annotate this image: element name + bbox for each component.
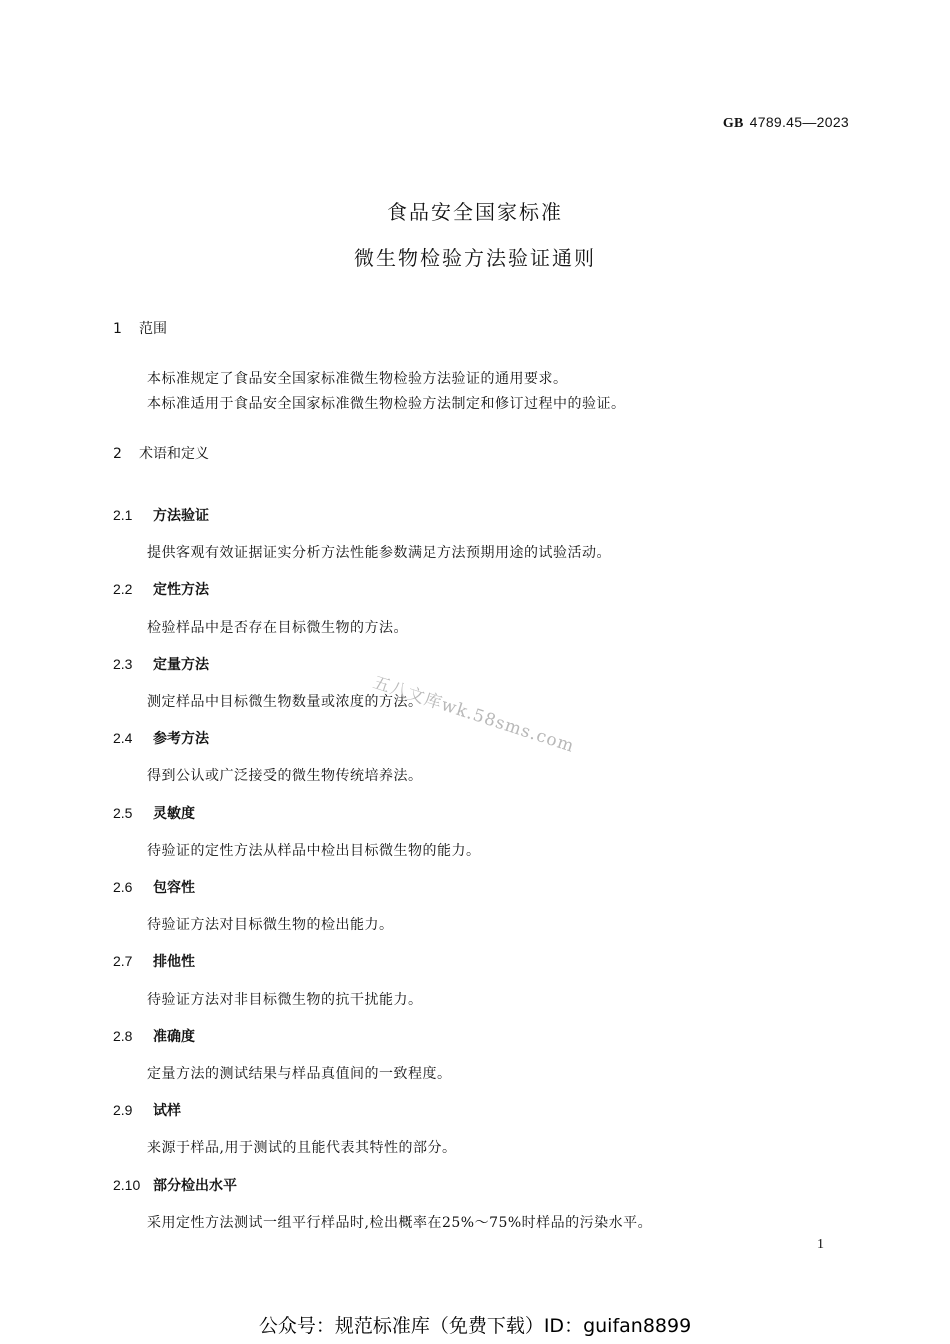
term-heading — [113, 579, 209, 599]
term-definition: 待验证方法对目标微生物的检出能力。 — [147, 917, 394, 933]
term-heading — [113, 803, 195, 823]
page-number: 1 — [817, 1237, 824, 1252]
scope-paragraph: 本标准适用于食品安全国家标准微生物检验方法制定和修订过程中的验证。 — [147, 396, 626, 412]
term-title: 试样 — [153, 1103, 181, 1119]
term-definition: 检验样品中是否存在目标微生物的方法。 — [147, 620, 408, 636]
term-title: 定性方法 — [153, 582, 209, 598]
term-heading — [113, 654, 209, 674]
term-number: 2.5 — [113, 805, 133, 821]
term-number: 2.7 — [113, 953, 133, 969]
term-definition: 待验证的定性方法从样品中检出目标微生物的能力。 — [147, 843, 481, 859]
term-heading — [113, 1100, 181, 1120]
term-heading — [113, 951, 195, 971]
term-definition: 测定样品中目标微生物数量或浓度的方法。 — [147, 694, 423, 710]
standard-prefix: GB — [722, 116, 744, 131]
term-title: 参考方法 — [153, 731, 209, 747]
term-title: 部分检出水平 — [153, 1178, 237, 1194]
term-title: 包容性 — [153, 880, 195, 896]
section-title: 术语和定义 — [139, 446, 209, 462]
term-definition: 得到公认或广泛接受的微生物传统培养法。 — [147, 768, 423, 784]
term-definition: 提供客观有效证据证实分析方法性能参数满足方法预期用途的试验活动。 — [147, 545, 611, 561]
document-title: 食品安全国家标准 — [387, 200, 563, 224]
term-title: 排他性 — [153, 954, 195, 970]
section-title: 范围 — [139, 321, 167, 337]
section-number: 2 — [113, 446, 122, 462]
term-number: 2.10 — [113, 1177, 141, 1193]
term-number: 2.2 — [113, 581, 133, 597]
term-number: 2.4 — [113, 730, 133, 746]
term-heading — [113, 728, 209, 748]
term-title: 灵敏度 — [153, 806, 195, 822]
term-heading — [113, 877, 195, 897]
standard-code — [723, 114, 849, 132]
term-title: 定量方法 — [153, 657, 209, 673]
term-definition: 采用定性方法测试一组平行样品时,检出概率在25%～75%时样品的污染水平。 — [147, 1215, 653, 1231]
footer-banner: 公众号：规范标准库（免费下载）ID：guifan8899 — [258, 1315, 692, 1337]
scope-paragraph: 本标准规定了食品安全国家标准微生物检验方法验证的通用要求。 — [147, 371, 568, 387]
term-title: 准确度 — [153, 1029, 195, 1045]
term-definition: 待验证方法对非目标微生物的抗干扰能力。 — [147, 992, 423, 1008]
term-number: 2.3 — [113, 656, 133, 672]
term-definition: 来源于样品,用于测试的且能代表其特性的部分。 — [147, 1140, 457, 1156]
term-heading — [113, 1026, 195, 1046]
term-number: 2.9 — [113, 1102, 133, 1118]
section-heading-scope — [113, 318, 167, 338]
term-heading — [113, 505, 209, 525]
term-heading — [113, 1175, 237, 1195]
watermark-text: 五八文库wk.58sms.com — [370, 672, 577, 757]
section-number: 1 — [113, 321, 122, 337]
document-subtitle: 微生物检验方法验证通则 — [354, 246, 596, 270]
term-number: 2.8 — [113, 1028, 133, 1044]
section-heading-terms — [113, 443, 209, 463]
term-title: 方法验证 — [153, 508, 209, 524]
term-definition: 定量方法的测试结果与样品真值间的一致程度。 — [147, 1066, 452, 1082]
standard-number: 4789.45—2023 — [749, 114, 849, 130]
term-number: 2.6 — [113, 879, 133, 895]
term-number: 2.1 — [113, 507, 133, 523]
